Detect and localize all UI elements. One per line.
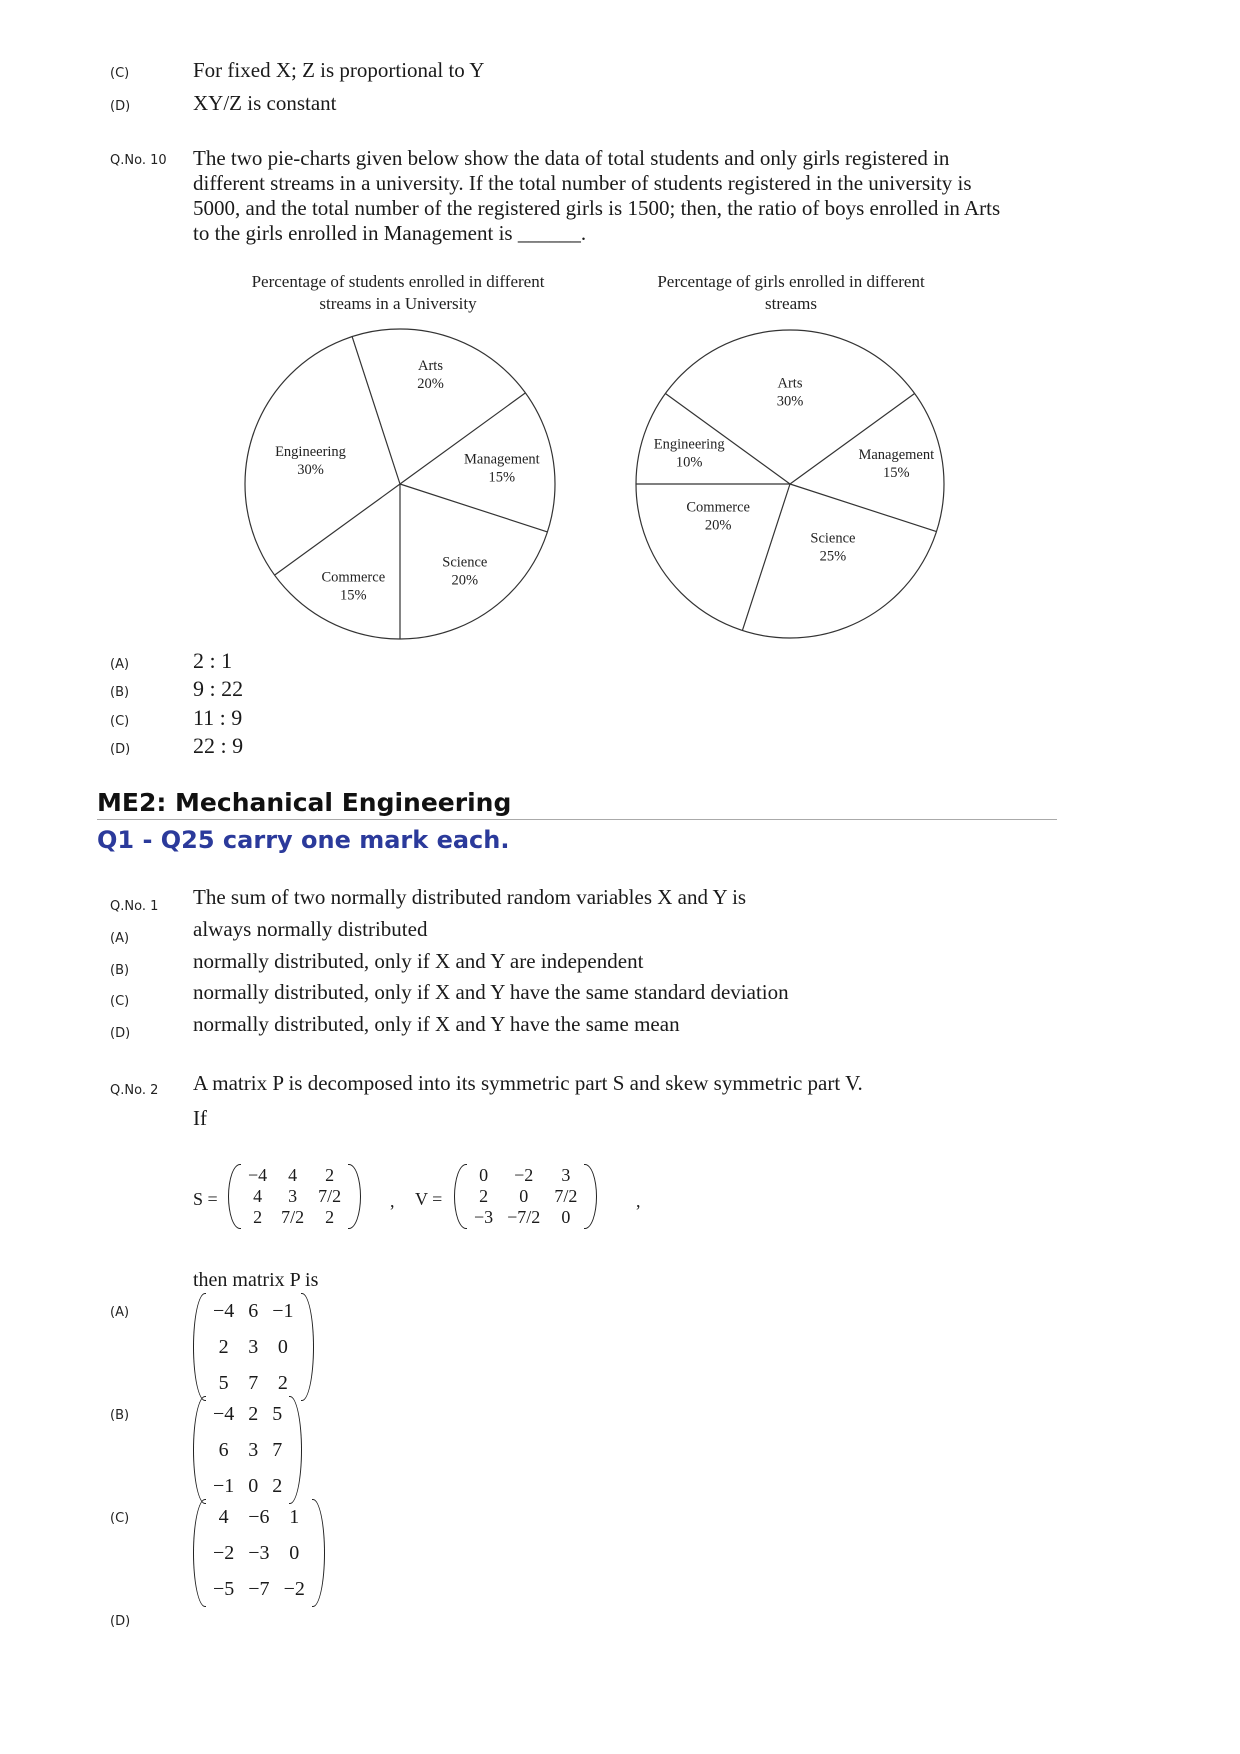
slice-value-label: 15%	[488, 469, 516, 486]
matrix-cell: −2	[283, 1577, 305, 1600]
matrix-cell: 4	[253, 1186, 263, 1206]
option-label: (C)	[110, 714, 130, 729]
matrix-cell: 2	[325, 1207, 335, 1227]
slice-value-label: 15%	[883, 465, 910, 482]
matrix-cell: 2	[325, 1165, 335, 1185]
matrix-cell: −4	[213, 1402, 235, 1425]
question-number: Q.No. 10	[110, 153, 167, 168]
matrix-cell: 3	[288, 1186, 298, 1206]
matrix-cell: 7/2	[318, 1186, 342, 1206]
pie-chart-students	[245, 272, 555, 639]
right-paren	[301, 1293, 314, 1401]
option-label: (B)	[110, 685, 130, 700]
right-paren	[289, 1396, 302, 1504]
chart-title-line: streams in a University	[319, 294, 477, 313]
question-text: The two pie-charts given below show the data of total students and only girls registered in different streams in a university. If the total number of students registered in the university is 5000, and the total number of the registered girls is 1500; then, the ratio of boys enrolled in Arts to the girls enrolled in Management is ______.	[193, 146, 1001, 245]
matrix-cell: 2	[272, 1474, 283, 1497]
matrix-cell: 2	[479, 1186, 489, 1206]
matrix-cell: 0	[289, 1541, 300, 1564]
option-label: (A)	[110, 657, 130, 672]
matrix-cell: −6	[248, 1505, 270, 1528]
matrix-cell: 7/2	[281, 1207, 305, 1227]
chart-title-line: Percentage of girls enrolled in different	[657, 272, 925, 291]
slice-label: Management	[858, 447, 935, 464]
option-label: (C)	[110, 1511, 130, 1526]
matrix-cell: 0	[519, 1186, 529, 1206]
option-label: (B)	[110, 1408, 130, 1423]
matrix-cell: 1	[289, 1505, 300, 1528]
option-label: (C)	[110, 994, 130, 1009]
question-text: The sum of two normally distributed random variables X and Y is	[193, 885, 747, 909]
matrix-cell: −2	[514, 1165, 534, 1185]
matrix-cell: 4	[288, 1165, 298, 1185]
section-title: ME2: Mechanical Engineering	[97, 788, 512, 817]
pie-chart-girls	[636, 272, 944, 638]
matrix-cell: 7	[248, 1371, 259, 1394]
slice-value-label: 20%	[417, 375, 444, 392]
question-number: Q.No. 1	[110, 899, 159, 914]
matrix-cell: −3	[248, 1541, 270, 1564]
right-paren	[312, 1499, 325, 1607]
section-subtitle: Q1 - Q25 carry one mark each.	[97, 826, 510, 854]
matrix-cell: −7/2	[507, 1207, 541, 1227]
slice-label: Engineering	[275, 444, 346, 461]
matrix-cell: 0	[277, 1335, 288, 1358]
slice-value-label: 10%	[675, 454, 703, 471]
matrix-cell: 6	[248, 1299, 259, 1322]
option-matrix	[193, 1293, 314, 1401]
left-paren	[193, 1293, 206, 1401]
right-paren	[584, 1164, 597, 1229]
slice-value-label: 15%	[340, 587, 367, 604]
trailing-punct: ,	[636, 1191, 641, 1211]
matrix-cell: 0	[248, 1474, 259, 1497]
left-paren	[454, 1164, 467, 1229]
slice-value-label: 20%	[451, 572, 479, 589]
v-label: V =	[415, 1189, 443, 1209]
if-text: If	[193, 1106, 207, 1130]
option-text: XY/Z is constant	[193, 91, 337, 115]
left-paren	[228, 1164, 241, 1229]
matrix-cell: 0	[561, 1207, 571, 1227]
matrix-cell: 0	[479, 1165, 489, 1185]
matrix-cell: 2	[248, 1402, 259, 1425]
slice-value-label: 30%	[776, 393, 804, 410]
matrix-cell: −7	[248, 1577, 270, 1600]
question-text: A matrix P is decomposed into its symmetric part S and skew symmetric part V.	[193, 1071, 863, 1095]
slice-boundary	[275, 484, 400, 575]
matrix-cell: 7/2	[554, 1186, 578, 1206]
option-label: (D)	[110, 742, 131, 757]
slice-label: Arts	[417, 357, 443, 374]
option-label: (B)	[110, 963, 130, 978]
matrix-cell: −1	[213, 1474, 235, 1497]
matrix-cell: −3	[474, 1207, 494, 1227]
then-text: then matrix P is	[193, 1269, 319, 1291]
matrix-cell: 2	[218, 1335, 229, 1358]
matrix-cell: 3	[561, 1165, 571, 1185]
matrix-cell: −2	[213, 1541, 235, 1564]
matrix-cell: −4	[213, 1299, 235, 1322]
matrix-v	[454, 1164, 597, 1229]
option-label: (D)	[110, 99, 131, 114]
left-paren	[193, 1396, 206, 1504]
right-paren	[348, 1164, 361, 1229]
question-number: Q.No. 2	[110, 1083, 159, 1098]
slice-value-label: 20%	[704, 517, 732, 534]
matrix-cell: 2	[253, 1207, 263, 1227]
option-text: 9 : 22	[193, 676, 244, 701]
matrix-cell: 7	[272, 1438, 283, 1461]
pie-charts	[0, 260, 1240, 660]
matrix-s	[228, 1164, 361, 1229]
matrix-cell: 6	[218, 1438, 229, 1461]
slice-boundary	[790, 484, 936, 532]
option-label: (D)	[110, 1026, 131, 1041]
slice-label: Engineering	[653, 436, 725, 453]
option-label: (A)	[110, 931, 130, 946]
comma: ,	[390, 1191, 395, 1211]
slice-label: Arts	[777, 375, 803, 392]
slice-label: Science	[442, 554, 488, 571]
slice-boundary	[400, 484, 547, 532]
option-text: 11 : 9	[193, 705, 243, 730]
slice-value-label: 30%	[297, 462, 324, 479]
slice-boundary	[352, 337, 400, 484]
option-text: always normally distributed	[193, 917, 428, 941]
option-text: 2 : 1	[193, 648, 233, 673]
slice-value-label: 25%	[819, 548, 847, 565]
matrix-cell: 3	[248, 1335, 259, 1358]
left-paren	[193, 1499, 206, 1607]
matrix-cell: −4	[248, 1165, 268, 1185]
option-text: 22 : 9	[193, 733, 244, 758]
s-label: S =	[193, 1189, 218, 1209]
option-label: (C)	[110, 66, 130, 81]
matrix-cell: 5	[218, 1371, 229, 1394]
matrix-cell: 5	[272, 1402, 283, 1425]
option-label: (D)	[110, 1614, 131, 1629]
option-text: normally distributed, only if X and Y have the same mean	[193, 1012, 680, 1036]
section-divider	[97, 819, 1057, 820]
option-matrix	[193, 1499, 325, 1607]
option-text: For fixed X; Z is proportional to Y	[193, 58, 485, 82]
matrix-cell: 4	[218, 1505, 229, 1528]
slice-label: Commerce	[686, 499, 751, 516]
slice-label: Commerce	[321, 569, 386, 586]
option-label: (A)	[110, 1305, 130, 1320]
slice-label: Science	[810, 530, 856, 547]
option-matrix	[193, 1396, 302, 1504]
matrix-cell: −5	[213, 1577, 235, 1600]
option-text: normally distributed, only if X and Y are independent	[193, 949, 644, 973]
chart-title-line: streams	[765, 294, 817, 313]
matrix-cell: 2	[277, 1371, 288, 1394]
matrix-cell: −1	[272, 1299, 294, 1322]
slice-label: Management	[464, 451, 540, 468]
chart-title-line: Percentage of students enrolled in different	[251, 272, 545, 291]
option-text: normally distributed, only if X and Y have the same standard deviation	[193, 980, 789, 1004]
matrix-cell: 3	[248, 1438, 259, 1461]
